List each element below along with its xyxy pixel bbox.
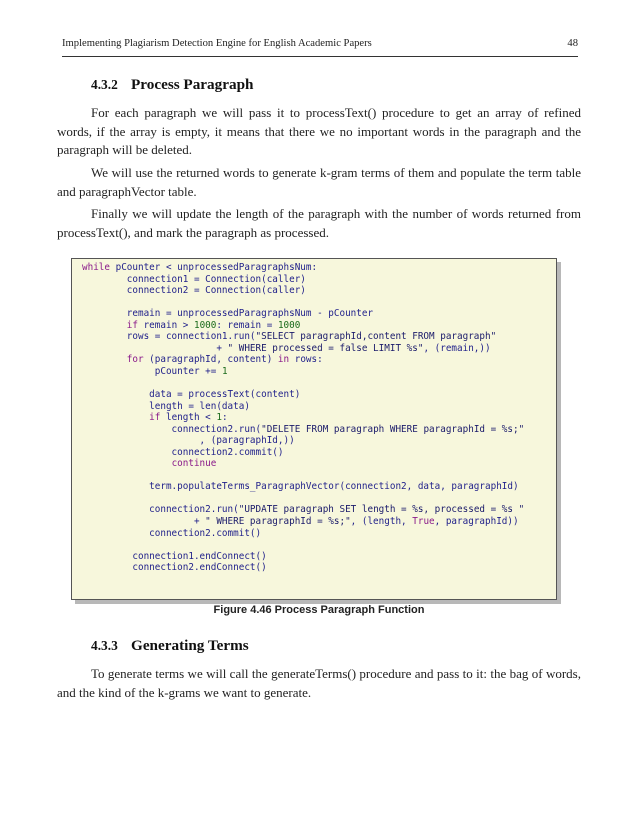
paragraph-text: Finally we will update the length of the paragraph with the number of words returned from processText(), and mark the paragraph as processed.	[57, 206, 581, 240]
code-line: connection2.endConnect()	[132, 562, 267, 574]
paragraph	[57, 205, 581, 242]
code-line: for (paragraphId, content) in rows:	[126, 354, 323, 366]
code-block	[82, 262, 524, 574]
code-line: connection1.endConnect()	[132, 550, 267, 562]
code-line: connection2 = Connection(caller)	[126, 285, 306, 297]
code-line: + " WHERE processed = false LIMIT %s", (remain,))	[82, 342, 491, 354]
code-line: connection2.commit()	[149, 527, 262, 539]
paragraph	[57, 164, 581, 201]
paragraph-text: To generate terms we will call the generateTerms() procedure and pass to it: the bag of words, and the kind of the k-grams we want to generate.	[57, 666, 581, 700]
paragraph	[57, 665, 581, 702]
code-line: + " WHERE paragraphId = %s;", (length, True, paragraphId))	[82, 516, 519, 528]
code-line: rows = connection1.run("SELECT paragraphId,content FROM paragraph"	[82, 331, 497, 343]
code-line: if length < 1:	[149, 412, 228, 424]
page-header	[62, 38, 578, 54]
section-heading-generating-terms	[91, 637, 249, 655]
section-number: 4.3.2	[91, 77, 118, 92]
section-number: 4.3.3	[91, 638, 118, 653]
header-title: Implementing Plagiarism Detection Engine for English Academic Papers	[62, 38, 372, 49]
code-line: term.populateTerms_ParagraphVector(connection2, data, paragraphId)	[149, 481, 519, 493]
code-listing	[71, 258, 557, 600]
code-line: , (paragraphId,))	[199, 435, 295, 447]
section-title: Process Paragraph	[131, 76, 254, 93]
code-line: pCounter += 1	[82, 365, 228, 377]
paragraph-text: We will use the returned words to generate k-gram terms of them and populate the term table and paragraphVector table.	[57, 165, 581, 199]
code-line: connection1 = Connection(caller)	[126, 273, 306, 285]
code-line: connection2.run("DELETE FROM paragraph WHERE paragraphId = %s;"	[82, 423, 525, 435]
code-line: connection2.run("UPDATE paragraph SET length = %s, processed = %s "	[82, 504, 525, 516]
code-line: connection2.commit()	[171, 446, 284, 458]
paragraph	[57, 104, 581, 160]
section-heading-process-paragraph	[91, 76, 253, 94]
code-line: length = len(data)	[149, 400, 250, 412]
code-line: data = processText(content)	[149, 389, 301, 401]
section-title: Generating Terms	[131, 637, 249, 654]
code-line: remain = unprocessedParagraphsNum - pCounter	[126, 308, 374, 320]
figure-caption: Figure 4.46 Process Paragraph Function	[213, 604, 425, 616]
code-line: continue	[171, 458, 217, 470]
paragraph-text: For each paragraph we will pass it to processText() procedure to get an array of refined words, if the array is empty, it means that there we no important words in the paragraph and the paragraph will be deleted.	[57, 105, 581, 158]
header-rule	[62, 56, 578, 57]
page-number: 48	[567, 38, 578, 49]
code-line: if remain > 1000: remain = 1000	[126, 319, 301, 331]
code-line: while pCounter < unprocessedParagraphsNum:	[82, 262, 318, 273]
